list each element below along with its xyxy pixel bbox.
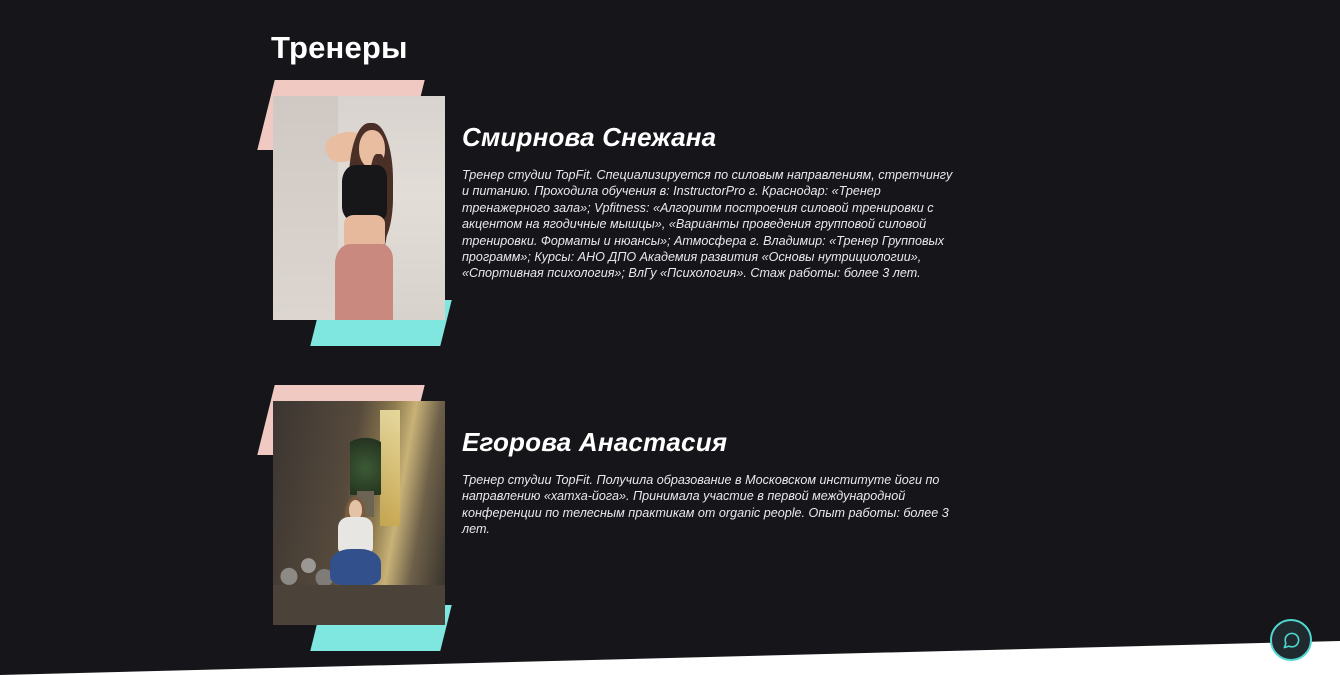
trainer-photo-frame xyxy=(262,385,452,625)
page-title: Тренеры xyxy=(271,30,408,65)
photo-plant xyxy=(350,428,381,495)
trainer-bio: Тренер студии TopFit. Специализируется по силовым направлениям, стретчингу и питанию. Проходила обучения в: InstructorPro г. Краснодар: «Тренер тренажерного зала»; Vpfitness: «Алгоритм построения силовой тренировки с акцентом на ягодичные мышцы», «Варианты проведения групповой силовой тренировки. Форматы и нюансы»; Атмосфера г. Владимир: «Тренер Групповых программ»; Курсы: АНО ДПО Академия развития «Основы нутрициологии», «Спортивная психология»; ВлГу «Психология». Стаж работы: более 3 лет. xyxy=(462,168,953,281)
trainer-photo xyxy=(273,96,445,320)
trainer-info xyxy=(462,427,1272,538)
photo-floor xyxy=(273,585,445,625)
photo-figure-top xyxy=(342,165,387,221)
photo-background xyxy=(273,96,338,320)
trainer-name: Смирнова Снежана xyxy=(462,122,717,152)
trainer-bio: Тренер студии TopFit. Получила образование в Московском институте йоги по направлению «хатха-йога». Принимала участие в первой международной конференции по телесным практикам от organic people. Опыт работы: более 3 лет. xyxy=(462,473,949,537)
chat-bubble-icon xyxy=(1282,631,1301,650)
trainer-photo-frame xyxy=(262,80,452,320)
photo-lamp xyxy=(380,410,401,526)
trainer-photo xyxy=(273,401,445,625)
photo-figure-legs xyxy=(335,244,393,320)
trainer-info xyxy=(462,122,1272,282)
trainer-name: Егорова Анастасия xyxy=(462,427,728,457)
photo-figure-top xyxy=(338,517,372,553)
chat-widget-button[interactable] xyxy=(1270,619,1312,661)
photo-figure-legs xyxy=(330,549,382,585)
